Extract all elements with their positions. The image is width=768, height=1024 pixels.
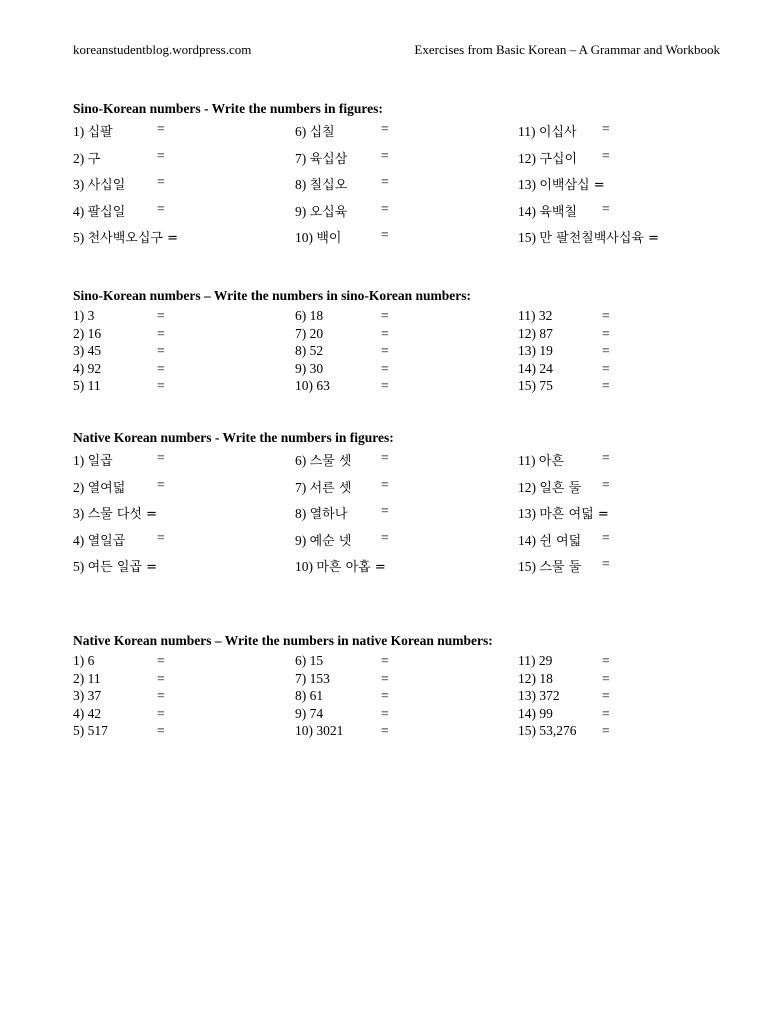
korean-number-word: 쉰 여덟 [539, 533, 582, 549]
exercise-prompt: 9) 74 [295, 705, 324, 721]
item-number: 2) [73, 479, 88, 495]
exercise-prompt [73, 148, 100, 167]
korean-number-word: 마흔 아홉 = [316, 560, 386, 575]
equals-sign: = [381, 343, 389, 358]
item-number: 13) [518, 506, 540, 521]
equals-sign: = [602, 325, 610, 341]
korean-number-word: 일곱 [87, 454, 113, 469]
exercise-prompt [73, 503, 157, 522]
item-number: 9) [295, 203, 310, 219]
exercise-prompt [73, 121, 113, 140]
section-native-to-korean [73, 633, 733, 741]
exercise-prompt: 8) 52 [295, 343, 324, 358]
equals-sign: = [602, 121, 610, 136]
equals-sign: = [602, 705, 610, 721]
korean-number-word: 여든 일곱 = [87, 560, 158, 575]
equals-sign: = [381, 529, 389, 545]
exercise-prompt: 14) 99 [518, 705, 553, 721]
exercise-prompt: 13) 19 [518, 343, 553, 358]
item-number: 12) [518, 150, 540, 166]
equals-sign: = [381, 227, 389, 242]
exercise-prompt [73, 477, 125, 496]
exercise-prompt: 15) 53,276 [518, 723, 577, 738]
korean-number-word: 팔십일 [87, 204, 126, 220]
exercise-prompt [73, 227, 178, 246]
section-title: Native Korean numbers – Write the numbers in native Korean numbers: [73, 633, 493, 648]
item-number: 7) [295, 479, 310, 495]
korean-number-word: 구 [87, 151, 101, 167]
section-title: Sino-Korean numbers - Write the numbers in figures: [73, 101, 383, 116]
exercise-row [73, 121, 733, 148]
item-number: 14) [518, 532, 540, 548]
exercise-prompt: 2) 11 [73, 670, 101, 686]
exercise-prompt: 15) 75 [518, 378, 553, 393]
exercise-row [73, 671, 733, 689]
item-number: 10) [295, 559, 317, 574]
equals-sign: = [381, 653, 389, 668]
exercise-prompt: 8) 61 [295, 688, 324, 703]
item-number: 9) [295, 532, 310, 548]
exercise-row [73, 450, 733, 477]
exercise-row [73, 530, 733, 557]
exercise-prompt [518, 201, 577, 220]
equals-sign: = [157, 343, 165, 358]
exercise-row [73, 148, 733, 175]
exercise-prompt: 10) 63 [295, 378, 330, 393]
exercise-prompt [518, 174, 605, 193]
equals-sign: = [602, 378, 610, 393]
exercise-prompt: 6) 18 [295, 308, 324, 323]
item-number: 11) [518, 453, 539, 468]
exercise-prompt [518, 503, 609, 522]
korean-number-word: 이백삼십 = [539, 178, 605, 193]
equals-sign: = [381, 325, 389, 341]
equals-sign: = [381, 688, 389, 703]
korean-number-word: 열일곱 [87, 533, 126, 549]
item-number: 5) [73, 559, 88, 574]
korean-number-word: 아흔 [538, 454, 564, 469]
equals-sign: = [602, 308, 610, 323]
exercise-prompt: 13) 372 [518, 688, 560, 703]
korean-number-word: 사십일 [87, 178, 126, 193]
equals-sign: = [602, 476, 610, 492]
exercise-prompt [518, 121, 577, 140]
exercise-prompt: 10) 3021 [295, 723, 344, 738]
exercise-prompt: 9) 30 [295, 360, 324, 376]
item-number: 4) [73, 532, 88, 548]
exercise-prompt: 7) 153 [295, 670, 330, 686]
exercise-prompt [295, 121, 335, 140]
equals-sign: = [157, 723, 165, 738]
equals-sign: = [157, 360, 165, 376]
exercise-row [73, 308, 733, 326]
section-sino-to-korean [73, 288, 733, 396]
korean-number-word: 십팔 [87, 125, 113, 140]
exercise-prompt [518, 148, 577, 167]
korean-number-word: 십칠 [309, 125, 335, 140]
equals-sign: = [157, 653, 165, 668]
exercise-prompt [518, 227, 659, 246]
equals-sign: = [157, 147, 165, 163]
exercise-prompt [518, 530, 581, 549]
section-title: Sino-Korean numbers – Write the numbers in sino-Korean numbers: [73, 288, 472, 303]
exercise-prompt: 14) 24 [518, 360, 553, 376]
korean-number-word: 육백칠 [539, 204, 578, 220]
exercise-prompt: 5) 11 [73, 378, 101, 393]
exercise-prompt [518, 477, 581, 496]
equals-sign: = [381, 360, 389, 376]
item-number: 1) [73, 453, 88, 468]
exercise-row [73, 326, 733, 344]
exercise-prompt: 12) 18 [518, 670, 553, 686]
item-number: 8) [295, 177, 310, 192]
exercise-prompt [295, 174, 347, 193]
exercise-prompt [295, 556, 386, 575]
exercise-prompt [73, 174, 125, 193]
exercise-prompt: 3) 45 [73, 343, 102, 358]
korean-number-word: 스물 셋 [309, 454, 352, 469]
equals-sign: = [602, 360, 610, 376]
korean-number-word: 백이 [316, 231, 342, 246]
exercise-row [73, 723, 733, 741]
equals-sign: = [157, 688, 165, 703]
exercise-row [73, 688, 733, 706]
equals-sign: = [157, 200, 165, 216]
item-number: 12) [518, 479, 540, 495]
equals-sign: = [381, 705, 389, 721]
equals-sign: = [157, 705, 165, 721]
exercise-prompt: 2) 16 [73, 325, 102, 341]
equals-sign: = [602, 556, 610, 571]
equals-sign: = [602, 653, 610, 668]
exercise-prompt [295, 227, 342, 246]
exercise-row [73, 706, 733, 724]
korean-number-word: 열여덟 [87, 480, 126, 496]
exercise-prompt [295, 450, 351, 469]
equals-sign: = [157, 174, 165, 189]
korean-number-word: 열하나 [309, 507, 348, 522]
exercise-prompt [73, 450, 113, 469]
exercise-prompt [73, 556, 157, 575]
equals-sign: = [602, 450, 610, 465]
item-number: 1) [73, 124, 88, 139]
item-number: 10) [295, 230, 317, 245]
equals-sign: = [381, 308, 389, 323]
section-title: Native Korean numbers - Write the numbers in figures: [73, 430, 394, 445]
exercise-prompt: 11) 29 [518, 653, 553, 668]
exercise-prompt [73, 201, 125, 220]
exercise-prompt: 6) 15 [295, 653, 324, 668]
item-number: 6) [295, 124, 310, 139]
equals-sign: = [381, 200, 389, 216]
equals-sign: = [602, 723, 610, 738]
korean-number-word: 만 팔천칠백사십육 = [539, 231, 659, 246]
item-number: 3) [73, 506, 88, 521]
korean-number-word: 이십사 [538, 125, 577, 140]
exercise-prompt [295, 148, 347, 167]
exercise-row [73, 556, 733, 583]
equals-sign: = [381, 174, 389, 189]
korean-number-word: 칠십오 [309, 178, 348, 193]
exercise-prompt [295, 530, 351, 549]
equals-sign: = [381, 147, 389, 163]
equals-sign: = [381, 503, 389, 518]
exercise-row [73, 227, 733, 254]
equals-sign: = [602, 529, 610, 545]
equals-sign: = [157, 476, 165, 492]
korean-number-word: 서른 셋 [309, 480, 352, 496]
header-book-title: Exercises from Basic Korean – A Grammar and Workbook [414, 42, 720, 57]
exercise-prompt [295, 477, 351, 496]
equals-sign: = [602, 688, 610, 703]
item-number: 15) [518, 230, 540, 245]
equals-sign: = [157, 378, 165, 393]
exercise-prompt [295, 503, 347, 522]
exercise-prompt [73, 530, 125, 549]
header-site-url: koreanstudentblog.wordpress.com [73, 42, 252, 57]
exercise-row [73, 653, 733, 671]
equals-sign: = [602, 200, 610, 216]
equals-sign: = [381, 378, 389, 393]
equals-sign: = [381, 670, 389, 686]
item-number: 11) [518, 124, 539, 139]
section-native-to-figures [73, 430, 733, 583]
exercise-row [73, 378, 733, 396]
exercise-row [73, 343, 733, 361]
korean-number-word: 천사백오십구 = [87, 231, 178, 246]
korean-number-word: 육십삼 [309, 151, 348, 167]
exercise-prompt: 1) 6 [73, 653, 95, 668]
equals-sign: = [602, 343, 610, 358]
korean-number-word: 일흔 둘 [539, 480, 582, 496]
exercise-row [73, 361, 733, 379]
exercise-prompt: 5) 517 [73, 723, 108, 738]
equals-sign: = [157, 325, 165, 341]
item-number: 13) [518, 177, 540, 192]
equals-sign: = [157, 450, 165, 465]
equals-sign: = [602, 670, 610, 686]
equals-sign: = [157, 670, 165, 686]
exercise-prompt [518, 556, 581, 575]
korean-number-word: 마흔 여덟 = [539, 507, 609, 522]
equals-sign: = [381, 723, 389, 738]
item-number: 7) [295, 150, 310, 166]
korean-number-word: 구십이 [539, 151, 578, 167]
korean-number-word: 예순 넷 [309, 533, 352, 549]
equals-sign: = [157, 121, 165, 136]
exercise-prompt: 12) 87 [518, 325, 553, 341]
item-number: 14) [518, 203, 540, 219]
exercise-row [73, 201, 733, 228]
exercise-prompt [295, 201, 347, 220]
item-number: 8) [295, 506, 310, 521]
item-number: 6) [295, 453, 310, 468]
item-number: 15) [518, 559, 540, 574]
item-number: 5) [73, 230, 88, 245]
item-number: 4) [73, 203, 88, 219]
exercise-prompt: 4) 92 [73, 360, 102, 376]
exercise-prompt: 7) 20 [295, 325, 324, 341]
korean-number-word: 스물 둘 [539, 560, 582, 575]
item-number: 2) [73, 150, 88, 166]
equals-sign: = [157, 529, 165, 545]
equals-sign: = [157, 308, 165, 323]
item-number: 3) [73, 177, 88, 192]
equals-sign: = [381, 450, 389, 465]
exercise-row [73, 503, 733, 530]
exercise-prompt: 4) 42 [73, 705, 102, 721]
equals-sign: = [602, 147, 610, 163]
section-sino-to-figures [73, 101, 733, 254]
equals-sign: = [381, 121, 389, 136]
exercise-prompt: 1) 3 [73, 308, 95, 323]
exercise-prompt: 11) 32 [518, 308, 553, 323]
korean-number-word: 오십육 [309, 204, 348, 220]
exercise-prompt [518, 450, 564, 469]
korean-number-word: 스물 다섯 = [87, 507, 158, 522]
exercise-row [73, 477, 733, 504]
exercise-prompt: 3) 37 [73, 688, 102, 703]
exercise-row [73, 174, 733, 201]
equals-sign: = [381, 476, 389, 492]
